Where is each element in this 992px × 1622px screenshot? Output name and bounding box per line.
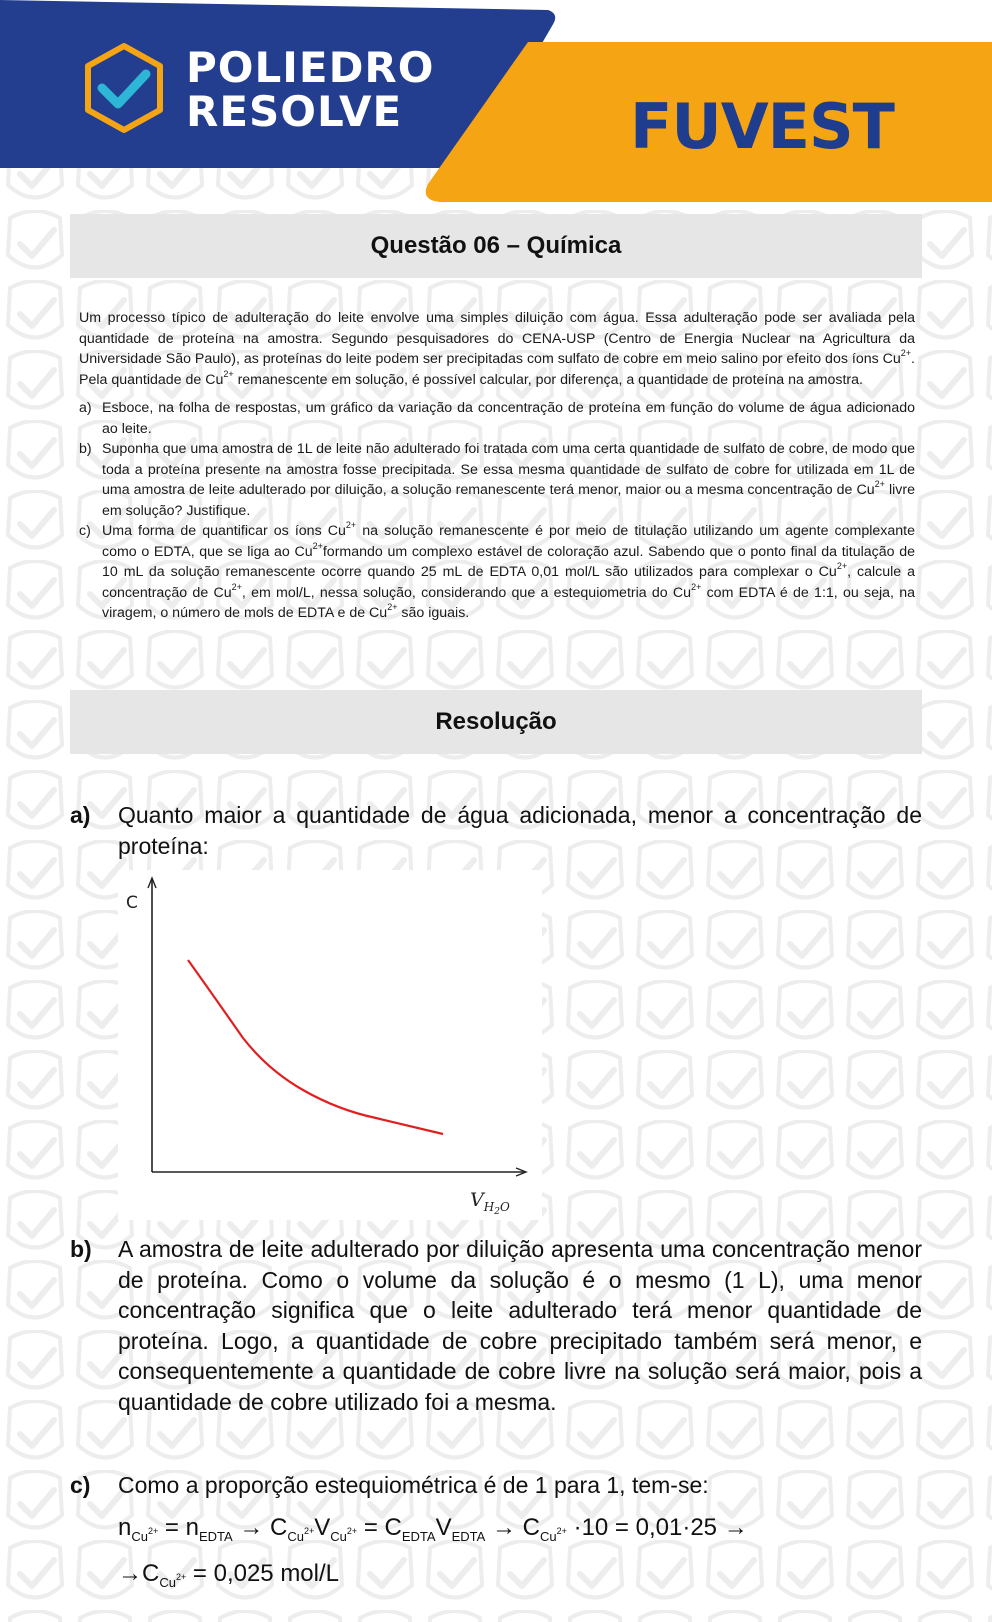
question-title: Questão 06 – Química (70, 214, 922, 278)
answer-a-text: Quanto maior a quantidade de água adicionada, menor a concentração de proteína: (118, 802, 922, 859)
brand-line-1: POLIEDRO (186, 43, 435, 92)
answer-a-label: a) (70, 802, 91, 828)
decreasing-curve (188, 960, 443, 1134)
question-item-a: a) Esboce, na folha de respostas, um gráfico da variação da concentração de proteína em função do volume de água adicionado ao leite. (79, 400, 915, 437)
exam-name: FUVEST (630, 90, 894, 163)
answer-c-text: Como a proporção estequiométrica é de 1 para 1, tem-se: (118, 1472, 709, 1498)
resolution-title: Resolução (70, 690, 922, 754)
answer-b-label: b) (70, 1236, 92, 1262)
equation-line-1: $n_{Cu^{2+}} = n_{EDTA} \to C_{Cu^{2+}}V_{Cu^{2+}} = C_{EDTA}V_{EDTA} \to C_{Cu^{2+}} \cdot 10 = 0,01\cdot 25$ → (118, 1514, 748, 1544)
answer-b (70, 1234, 922, 1417)
brand-name (186, 43, 435, 136)
equation-line-2: $\to C_{Cu^{2+}} = 0,025$ mol/L (118, 1560, 340, 1590)
concentration-volume-sketch (118, 870, 542, 1220)
question-statement (79, 308, 915, 624)
x-axis-label: $V_H2O$ (470, 1189, 510, 1217)
question-intro: Um processo típico de adulteração do leite envolve uma simples diluição com água. Essa adulteração pode ser avaliada pela quantidade de proteína na amostra. Segundo pesquisadores do CENA-USP (Centro de Energia Nuclear na Agricultura da Universidade São Paulo), as proteínas do leite podem ser precipitadas com sulfato de cobre em meio salino por efeito dos íons $Cu^{2+}$. Pela quantidade de $Cu^{2+}$ remanescente em solução, é possível calcular, por diferença, a quantidade de proteína na amostra. (79, 310, 915, 388)
question-item-c: c) Uma forma de quantificar os íons $Cu^{2+}$ na solução remanescente é por meio de titulação utilizando um agente complexante como o EDTA, que se liga ao $Cu^{2+}formando$ um complexo estável de coloração azul. Sabendo que o ponto final da titulação de 10 mL da solução remanescente ocorre quando 25 mL de EDTA 0,01 mol/L são utilizados para complexar o $Cu^{2+}$, calcule a concentração de $Cu^{2+}$, em mol/L, nessa solução, considerando que a estequiometria do $Cu^{2+}$ com EDTA é de 1:1, ou seja, na viragem, o número de mols de EDTA e de $Cu^{2+}$ são iguais. (79, 520, 916, 621)
answer-c (70, 1470, 922, 1501)
answer-c-label: c) (70, 1472, 91, 1498)
poliedro-check-icon (82, 42, 166, 134)
answer-b-text: A amostra de leite adulterado por diluição apresenta uma concentração menor de proteína. Como o volume da solução é o mesmo (1 L), uma menor concentração significa que o leite adulterado terá menor quantidade de proteína. Logo, a quantidade de cobre precipitado também será menor, e consequentemente a quantidade de cobre livre na solução será maior, pois a quantidade de cobre utilizado foi a mesma. (118, 1236, 922, 1415)
answer-a (70, 800, 922, 861)
question-item-b: b) Suponha que uma amostra de 1L de leite não adulterado foi tratada com uma certa quantidade de sulfato de cobre, de modo que toda a proteína presente na amostra fosse precipitada. Se essa mesma quantidade de sulfato de cobre for utilizada em 1L de uma amostra de leite adulterado por diluição, a solução remanescente terá menor, maior ou a mesma concentração de $Cu^{2+}$ livre em solução? Justifique. (79, 441, 915, 519)
y-axis-label: C (126, 893, 138, 913)
brand-line-2: RESOLVE (186, 87, 403, 136)
